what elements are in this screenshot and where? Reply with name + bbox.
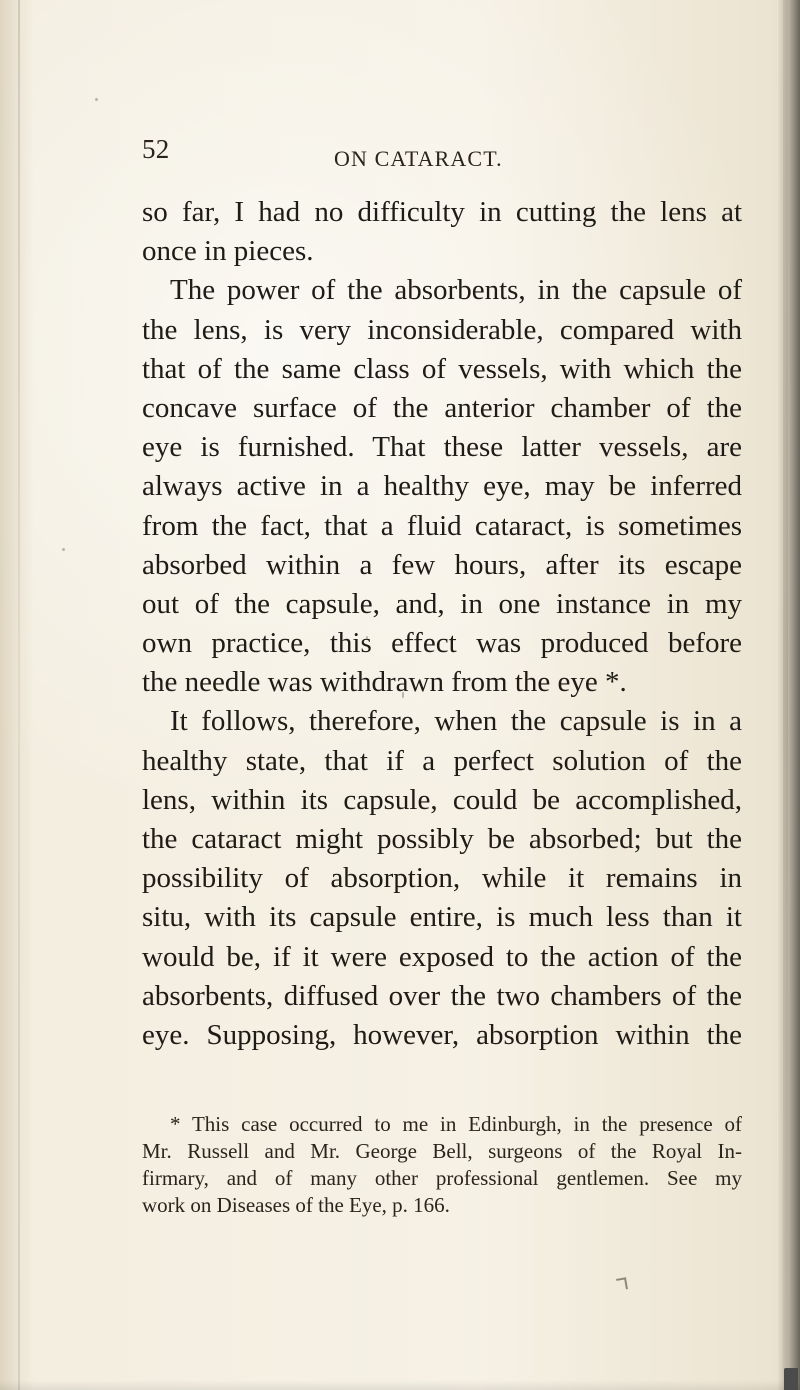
body-line: always active in a healthy eye, may be inferred	[142, 470, 742, 503]
body-line: so far, I had no difficulty in cutting the lens at	[142, 196, 742, 228]
body-line: the cataract might possibly be absorbed; but the	[142, 823, 742, 855]
body-line: that of the same class of vessels, with which the	[142, 352, 742, 385]
body-line: absorbed within a few hours, after its escape	[142, 548, 742, 581]
page-number: 52	[142, 134, 170, 164]
body-line: healthy state, that if a perfect solution of the	[142, 744, 742, 777]
body-line: eye is furnished. That these latter vessels, are	[142, 431, 742, 464]
printer-mark	[616, 1277, 628, 1291]
body-line: the needle was withdrawn from the eye *.	[142, 666, 627, 699]
running-head: ON CATARACT.	[334, 146, 503, 171]
page-content	[132, 0, 752, 1390]
footnote-line: firmary, and of many other professional gentlemen. See my	[142, 1166, 742, 1190]
left-page-edge	[0, 0, 34, 1390]
body-line: possibility of absorption, while it remains in	[142, 862, 742, 895]
footnote-line: Mr. Russell and Mr. George Bell, surgeons of the Royal In-	[142, 1139, 742, 1163]
body-line: from the fact, that a fluid cataract, is sometimes	[142, 509, 742, 542]
body-line: It follows, therefore, when the capsule is in a	[170, 705, 742, 738]
paper-speck	[62, 548, 65, 551]
body-text	[142, 193, 742, 1055]
footnote-line: work on Diseases of the Eye, p. 166.	[142, 1193, 450, 1217]
body-line: lens, within its capsule, could be accomplished,	[142, 783, 742, 816]
scan-corner-mark	[784, 1368, 798, 1390]
left-binding-line	[18, 0, 20, 1390]
body-line: the lens, is very inconsiderable, compared with	[142, 313, 742, 346]
body-line: concave surface of the anterior chamber of the	[142, 391, 742, 424]
body-line: absorbents, diffused over the two chambers of the	[142, 979, 742, 1012]
footnote	[142, 1111, 742, 1219]
footnote-line: * This case occurred to me in Edinburgh, in the presence of	[170, 1112, 742, 1136]
body-line: would be, if it were exposed to the action of the	[142, 940, 742, 973]
body-line: own practice, this effect was produced before	[142, 627, 742, 660]
body-line: once in pieces.	[142, 235, 314, 268]
body-line: situ, with its capsule entire, is much less than it	[142, 901, 742, 934]
body-line: eye. Supposing, however, absorption within the	[142, 1018, 742, 1051]
body-line: out of the capsule, and, in one instance in my	[142, 587, 742, 620]
body-line: The power of the absorbents, in the capsule of	[170, 274, 742, 307]
paper-speck	[95, 98, 98, 101]
right-page-shadow	[778, 0, 800, 1390]
